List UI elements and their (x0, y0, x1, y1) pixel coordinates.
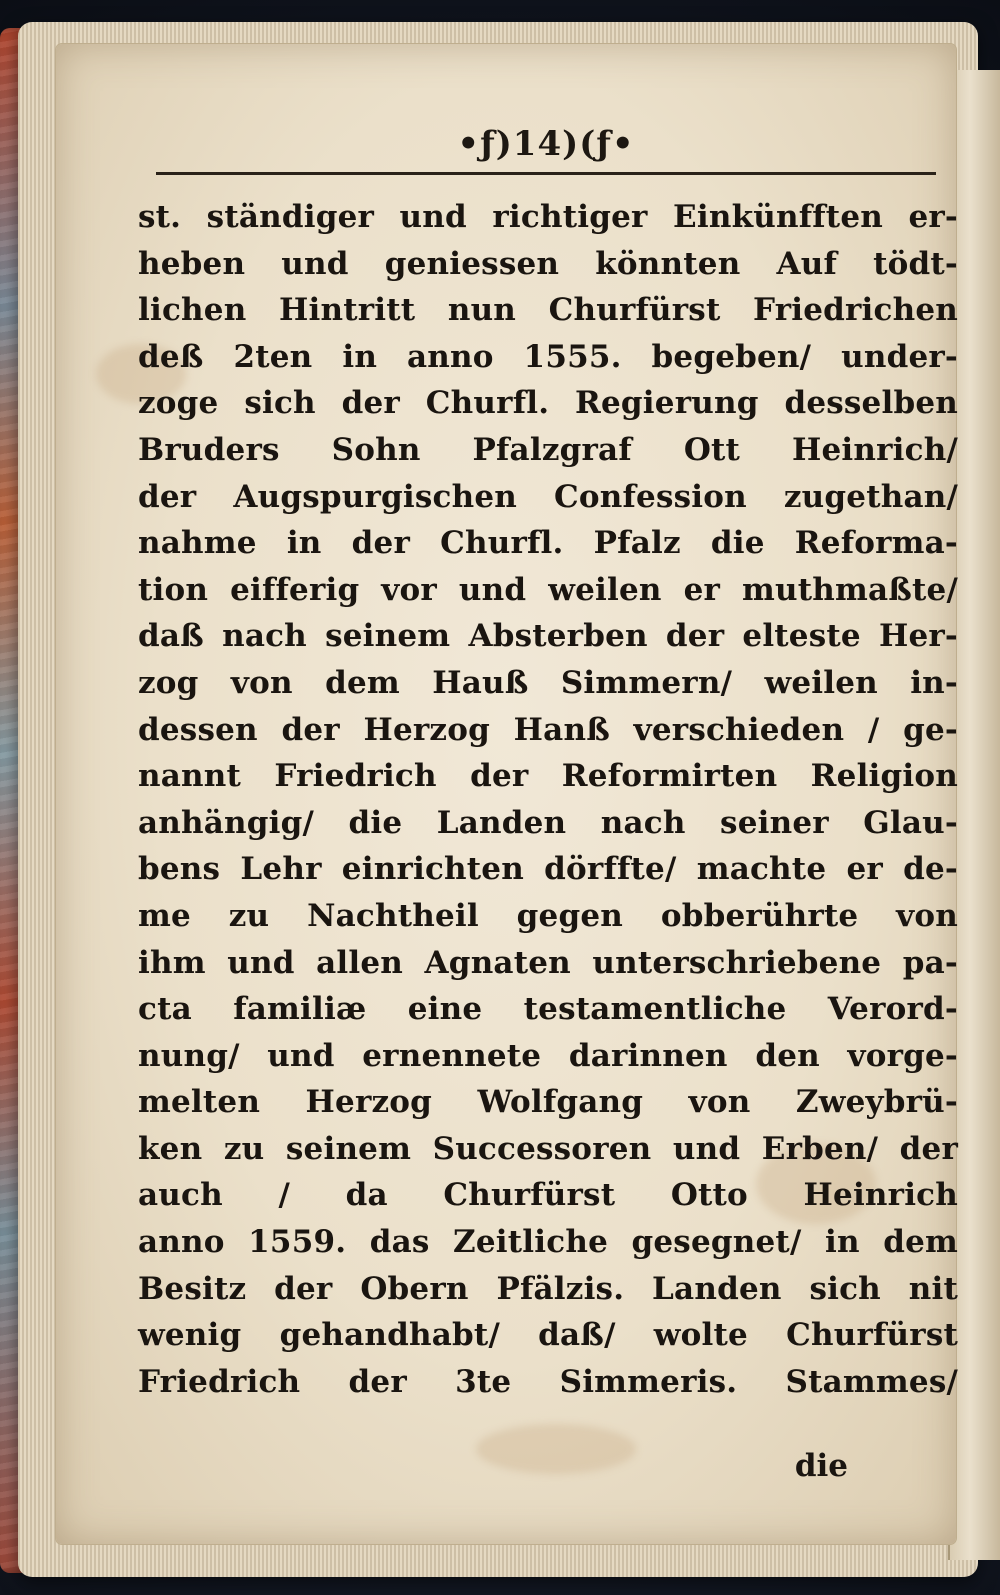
text-line: heben und geniessen könnten Auf tödt- (138, 245, 958, 282)
text-line: st. ständiger und richtiger Einkünfften er- (138, 199, 958, 235)
text-line: ken zu seinem Successoren und Erben/ der (138, 1130, 958, 1167)
text-line: nahme in der Churfl. Pfalz die Reforma- (138, 525, 958, 562)
book-page (56, 44, 956, 1544)
catchword: die (794, 1448, 848, 1484)
text-line: cta familiæ eine testamentliche Verord- (138, 991, 958, 1028)
text-line: nannt Friedrich der Reformirten Religion (138, 758, 958, 795)
text-line: zog von dem Hauß Simmern/ weilen in- (138, 664, 958, 701)
text-line: dessen der Herzog Hanß verschieden / ge- (138, 711, 958, 748)
text-line: nung/ und ernennete darinnen den vorge- (138, 1037, 958, 1074)
page-number: •ƒ)14)(ƒ• (457, 124, 635, 164)
text-line: anno 1559. das Zeitliche gesegnet/ in dem (138, 1224, 958, 1261)
text-line: auch / da Churfürst Otto Heinrich (138, 1177, 958, 1214)
text-line: wenig gehandhabt/ daß/ wolte Churfürst (138, 1317, 958, 1354)
text-line: anhängig/ die Landen nach seiner Glau- (138, 804, 958, 841)
text-line: tion eifferig vor und weilen er muthmaßte/ (138, 571, 958, 608)
text-line: melten Herzog Wolfgang von Zweybrü- (138, 1084, 958, 1121)
text-line: Besitz der Obern Pfälzis. Landen sich nit (138, 1270, 958, 1307)
header-rule (156, 172, 936, 175)
text-line: bens Lehr einrichten dörffte/ machte er de- (138, 851, 958, 888)
text-line: zoge sich der Churfl. Regierung desselben (138, 385, 958, 422)
paper-stain (476, 1424, 636, 1474)
text-line: me zu Nachtheil gegen obberührte von (138, 897, 958, 934)
text-line: ihm und allen Agnaten unterschriebene pa- (138, 944, 958, 981)
body-text (138, 194, 958, 1405)
text-line: deß 2ten in anno 1555. begeben/ under- (138, 338, 958, 375)
text-line: Friedrich der 3te Simmeris. Stammes/ (138, 1363, 958, 1400)
text-line: Bruders Sohn Pfalzgraf Ott Heinrich/ (138, 431, 958, 468)
text-line: lichen Hintritt nun Churfürst Friedrichen (138, 292, 958, 329)
text-line: der Augspurgischen Confession zugethan/ (138, 478, 958, 515)
page-header (156, 124, 936, 178)
text-line: daß nach seinem Absterben der elteste Her- (138, 618, 958, 655)
